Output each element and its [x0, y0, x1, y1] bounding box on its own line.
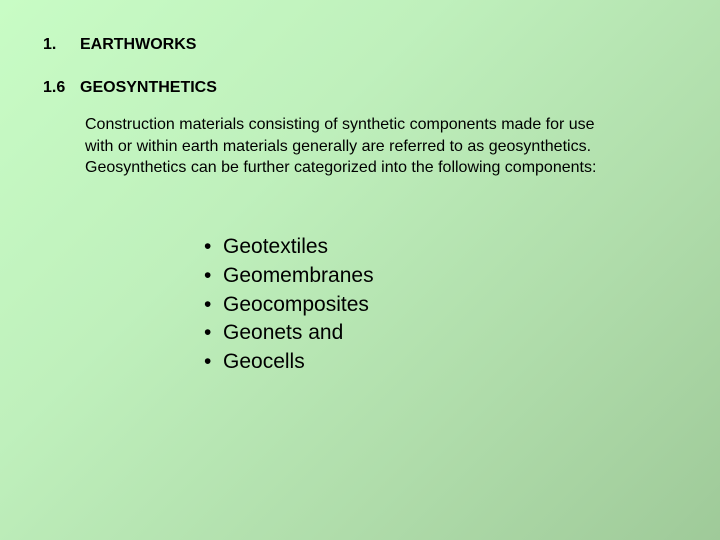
section-number: 1. — [43, 36, 57, 53]
subsection-heading — [43, 78, 217, 98]
bullet-marker: • — [204, 321, 212, 345]
subsection-number: 1.6 — [43, 79, 66, 96]
list-item-label: Geonets and — [223, 321, 344, 345]
subsection-title: GEOSYNTHETICS — [80, 79, 217, 96]
list-item-label: Geotextiles — [223, 235, 329, 258]
list-item-label: Geocomposites — [223, 292, 369, 316]
list-item-label: Geomembranes — [223, 263, 374, 287]
list-item — [204, 233, 374, 262]
intro-line: Construction materials consisting of synthetic components made for use — [85, 116, 595, 133]
section-heading — [43, 35, 196, 55]
list-item — [204, 348, 374, 377]
list-item — [204, 319, 374, 348]
list-item-label: Geocells — [223, 350, 305, 374]
bullet-marker: • — [204, 263, 212, 287]
intro-paragraph — [85, 114, 685, 179]
list-item — [204, 262, 374, 291]
component-list — [204, 233, 374, 377]
list-item — [204, 291, 374, 320]
bullet-marker: • — [204, 350, 212, 374]
bullet-marker: • — [204, 292, 212, 316]
intro-line: Geosynthetics can be further categorized into the following components: — [85, 159, 597, 176]
bullet-marker: • — [204, 235, 212, 258]
intro-line: with or within earth materials generally are referred to as geosynthetics. — [85, 137, 592, 155]
section-title: EARTHWORKS — [80, 36, 197, 53]
